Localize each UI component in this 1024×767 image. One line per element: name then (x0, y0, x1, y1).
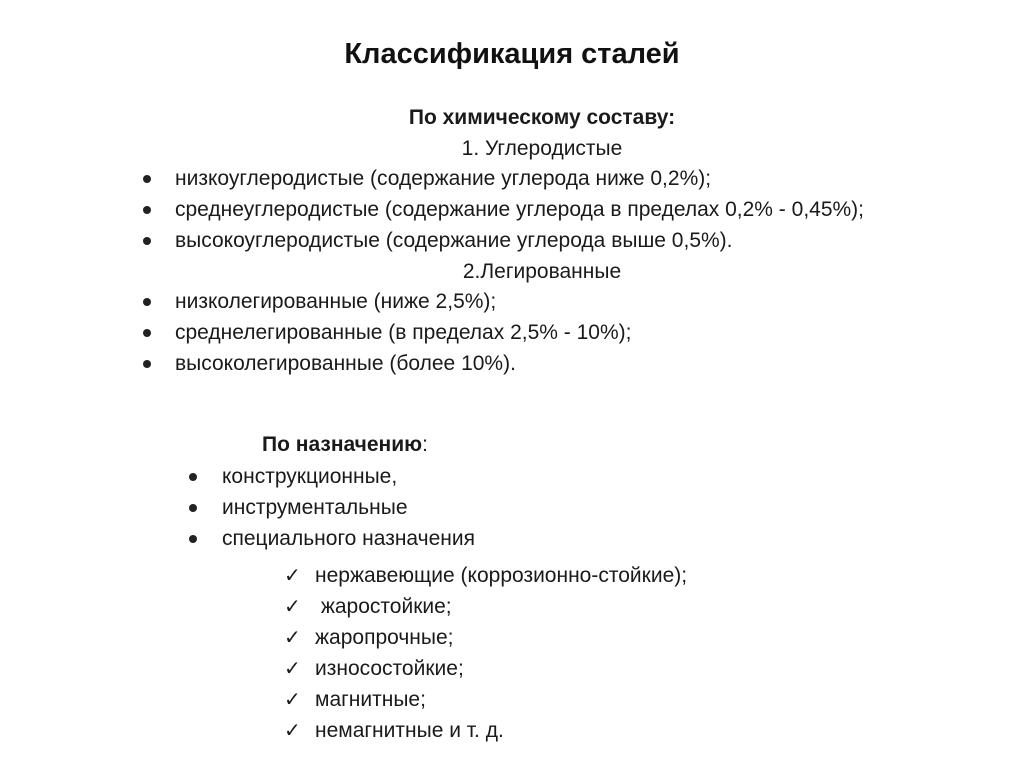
check-item: ✓ жаропрочные; (284, 625, 454, 649)
bullet-icon (189, 473, 197, 481)
bullet-icon (143, 329, 151, 337)
bullet-icon (189, 535, 197, 543)
bullet-icon (143, 298, 151, 306)
bullet-icon (189, 504, 197, 512)
check-item: ✓ магнитные; (284, 687, 426, 711)
list-item: высоколегированные (более 10%). (143, 352, 516, 376)
list-item: конструкционные, (189, 465, 397, 489)
check-item: ✓ износостойкие; (284, 656, 464, 680)
purpose-heading: По назначению : (262, 433, 428, 456)
list-item: инструментальные (189, 496, 408, 520)
list-item: низкоуглеродистые (содержание углерода ниже 0,2%); (143, 167, 711, 191)
checkmark-icon: ✓ (284, 596, 301, 618)
checkmark-icon: ✓ (284, 565, 301, 587)
slide-title: Классификация сталей (344, 38, 680, 70)
check-item: ✓ нержавеющие (коррозионно-стойкие); (284, 563, 688, 587)
check-item: ✓ немагнитные и т. д. (284, 718, 504, 742)
list-item: низколегированные (ниже 2,5%); (143, 290, 496, 314)
bullet-icon (143, 360, 151, 368)
list-item: специального назначения (189, 527, 475, 551)
checkmark-icon: ✓ (284, 658, 301, 680)
bullet-icon (143, 206, 151, 214)
checkmark-icon: ✓ (284, 689, 301, 711)
checkmark-icon: ✓ (284, 720, 301, 742)
checkmark-icon: ✓ (284, 627, 301, 649)
list-item: среднеуглеродистые (содержание углерода в пределах 0,2% - 0,45%); (143, 198, 864, 222)
list-item: среднелегированные (в пределах 2,5% - 10%); (143, 321, 631, 345)
chemical-heading: По химическому составу: (408, 106, 676, 129)
alloy-heading: 2.Легированные (462, 260, 622, 283)
list-item: высокоуглеродистые (содержание углерода выше 0,5%). (143, 229, 733, 253)
bullet-icon (143, 237, 151, 245)
carbon-heading: 1. Углеродистые (461, 137, 623, 160)
bullet-icon (143, 175, 151, 183)
check-item: ✓ жаростойкие; (284, 594, 452, 618)
